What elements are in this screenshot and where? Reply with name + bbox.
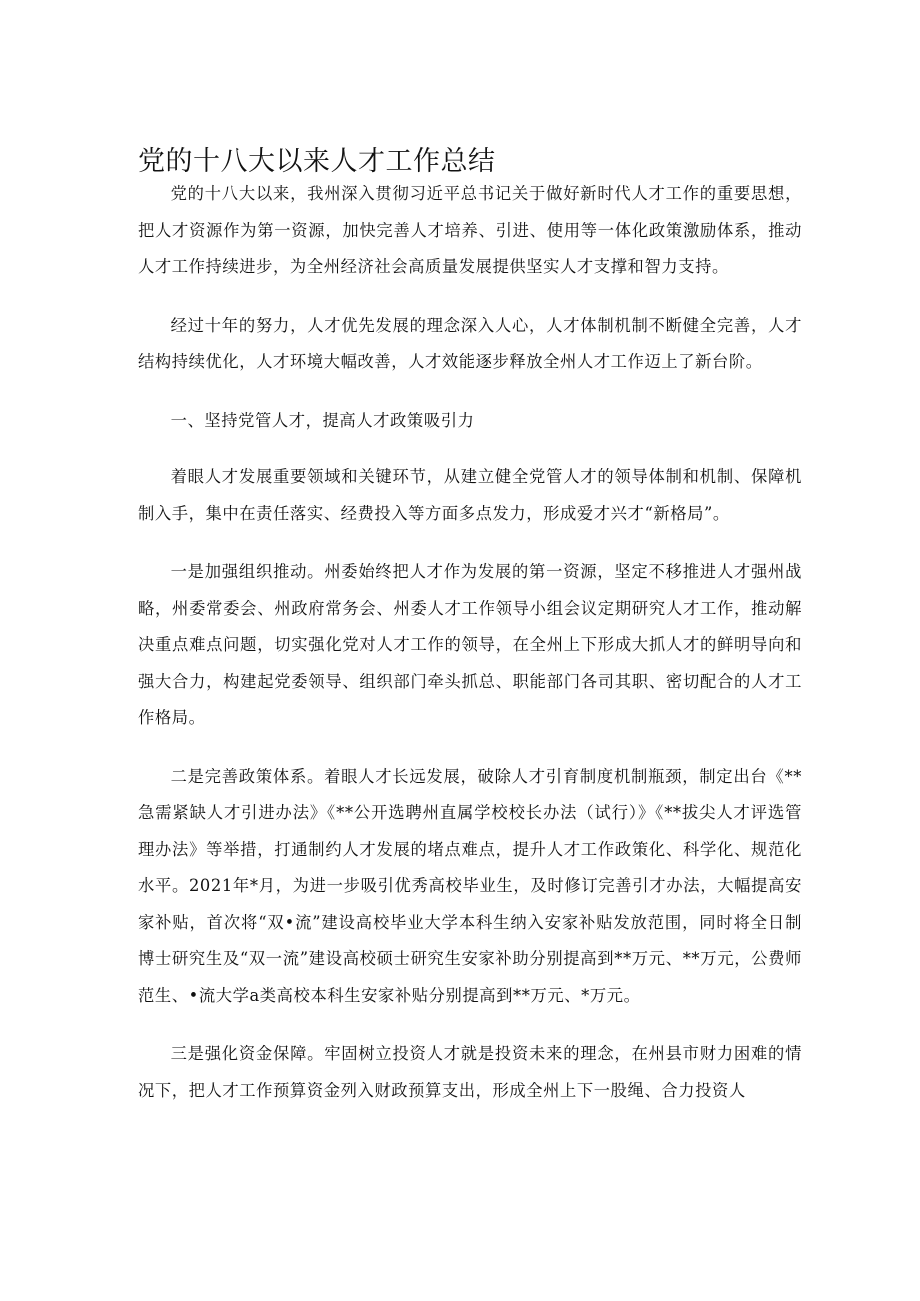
document-body [138,176,802,1131]
paragraph-section-1-overview: 着眼人才发展重要领域和关键环节，从建立健全党管人才的领导体制和机制、保障机制入手，集中在责任落实、经费投入等方面多点发力，形成爱才兴才“新格局”。 [138,467,802,523]
section-heading-1: 一、坚持党管人才，提高人才政策吸引力 [170,410,475,430]
paragraph-intro: 党的十八大以来，我州深入贯彻习近平总书记关于做好新时代人才工作的重要思想，把人才资源作为第一资源，加快完善人才培养、引进、使用等一体化政策激励体系，推动人才工作持续进步，为全州经济社会高质量发展提供坚实人才支撑和智力支持。 [138,184,802,276]
paragraph-policy-system: 二是完善政策体系。着眼人才长远发展，破除人才引育制度机制瓶颈，制定出台《**急需紧缺人才引进办法》《**公开选聘州直属学校校长办法（试行）》《**拔尖人才评选管理办法》等举措，打通制约人才发展的堵点难点，提升人才工作政策化、科学化、规范化水平。2021年*月，为进一步吸引优秀高校毕业生，及时修订完善引才办法，大幅提高安家补贴，首次将“双•流”建设高校毕业大学本科生纳入安家补贴发放范围，同时将全日制博士研究生及“双一流”建设高校硕士研究生安家补助分别提高到**万元、**万元，公费师范生、•流大学a类高校本科生安家补贴分别提高到**万元、*万元。 [138,766,802,1005]
paragraph-organization: 一是加强组织推动。州委始终把人才作为发展的第一资源，坚定不移推进人才强州战略，州委常委会、州政府常务会、州委人才工作领导小组会议定期研究人才工作，推动解决重点难点问题，切实强化党对人才工作的领导，在全州上下形成大抓人才的鲜明导向和强大合力，构建起党委领导、组织部门牵头抓总、职能部门各司其职、密切配合的人才工作格局。 [138,562,802,727]
document-title: 党的十八大以来人才工作总结 [138,146,496,177]
paragraph-funding: 三是强化资金保障。牢固树立投资人才就是投资未来的理念，在州县市财力困难的情况下，把人才工作预算资金列入财政预算支出，形成全州上下一股绳、合力投资人 [138,1044,802,1100]
paragraph-summary: 经过十年的努力，人才优先发展的理念深入人心，人才体制机制不断健全完善，人才结构持续优化，人才环境大幅改善，人才效能逐步释放全州人才工作迈上了新台阶。 [138,315,802,371]
